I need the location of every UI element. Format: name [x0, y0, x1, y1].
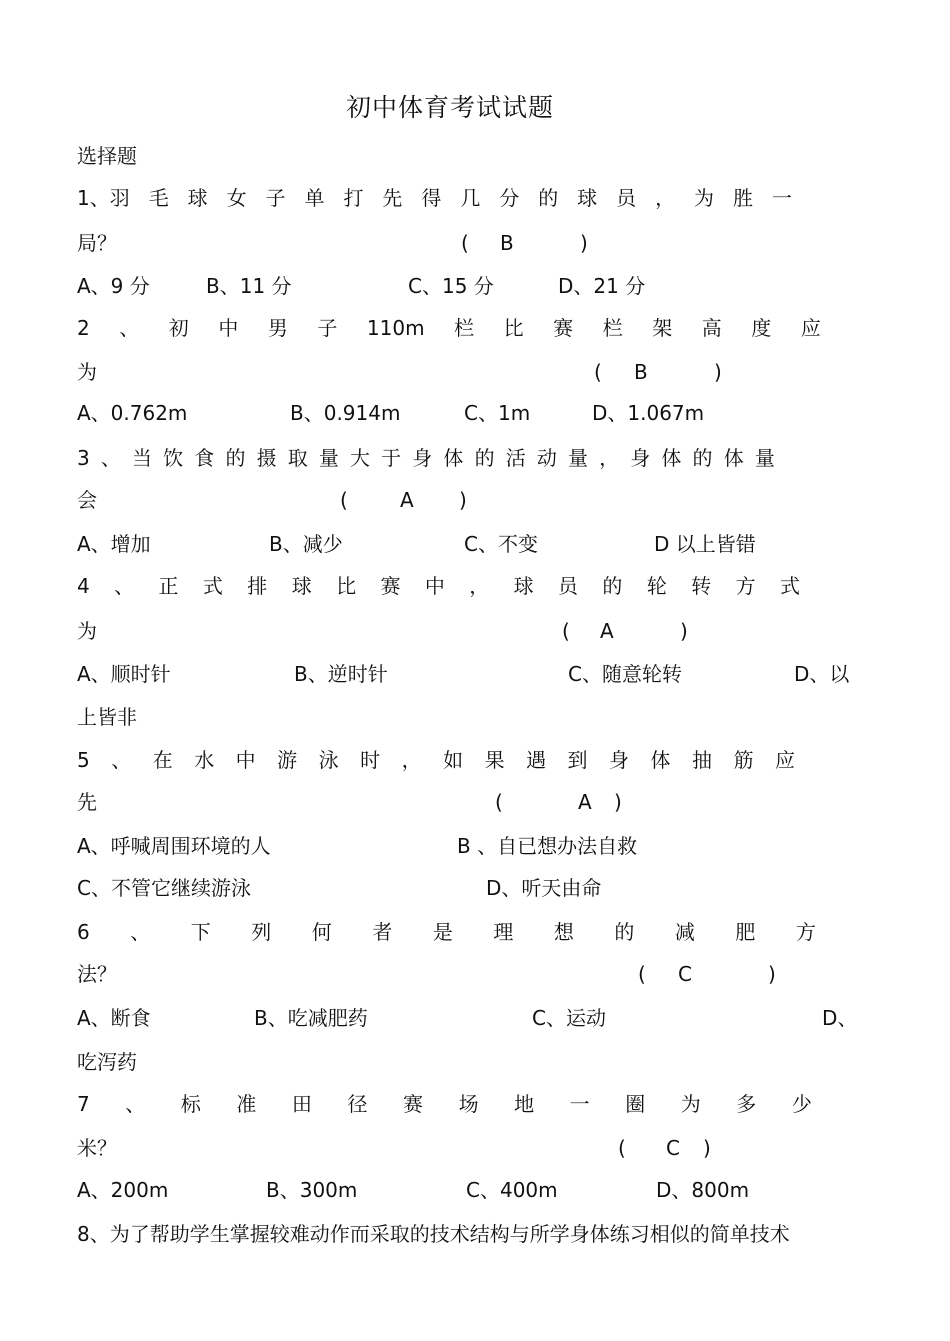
stem-char: 场 — [458, 1092, 479, 1116]
stem-char: 为 — [694, 186, 715, 210]
stem-char: 分 — [499, 186, 520, 210]
stem-char: 架 — [652, 316, 673, 340]
question-5-answer: A — [578, 790, 592, 814]
answer-open-paren: ( — [594, 360, 602, 384]
option-b: B、11 分 — [206, 274, 292, 298]
stem-char: 方 — [795, 920, 816, 944]
stem-char: 式 — [202, 574, 223, 598]
stem-char: 4 — [77, 574, 90, 598]
stem-char: 员 — [616, 186, 637, 210]
stem-char: 地 — [514, 1092, 535, 1116]
question-2-stem — [77, 316, 821, 340]
stem-char: 体 — [650, 748, 671, 772]
stem-char: 大 — [350, 446, 370, 470]
stem-char: ， — [655, 186, 676, 210]
stem-char: 动 — [536, 446, 557, 470]
stem-char: 单 — [304, 186, 325, 210]
answer-open-paren: ( — [562, 619, 570, 643]
stem-char: 中 — [235, 748, 256, 772]
stem-char: 体 — [723, 446, 744, 470]
question-7-stem — [77, 1092, 812, 1116]
question-3-stem — [77, 446, 775, 470]
stem-char: 子 — [317, 316, 338, 340]
option-a: A、增加 — [77, 532, 151, 556]
option-b: B、300m — [266, 1178, 358, 1202]
stem-char: 饮 — [163, 446, 184, 470]
option-d: D、21 分 — [558, 274, 646, 298]
stem-char: 的 — [614, 920, 635, 944]
question-6-stem — [77, 920, 816, 944]
stem-char: 应 — [774, 748, 795, 772]
stem-char: 110m — [366, 316, 425, 340]
stem-char: 下 — [190, 920, 211, 944]
option-a: A、顺时针 — [77, 662, 171, 686]
stem-char: 减 — [674, 920, 695, 944]
stem-char: 球 — [291, 574, 312, 598]
stem-char: 水 — [194, 748, 215, 772]
stem-char: 圈 — [625, 1092, 646, 1116]
stem-char: 打 — [343, 186, 364, 210]
stem-char: 中 — [424, 574, 445, 598]
stem-char: 赛 — [403, 1092, 424, 1116]
stem-char: 1、羽 — [77, 186, 130, 210]
option-b: B、吃减肥药 — [254, 1006, 368, 1030]
question-1-stem — [77, 186, 792, 210]
stem-char: 准 — [236, 1092, 257, 1116]
stem-char: 多 — [736, 1092, 757, 1116]
answer-close-paren: ) — [768, 962, 776, 986]
option-c: C、400m — [466, 1178, 558, 1202]
option-a: A、9 分 — [77, 274, 150, 298]
option-c: C、运动 — [532, 1006, 606, 1030]
stem-char: 身 — [609, 748, 630, 772]
option-b: B、逆时针 — [294, 662, 388, 686]
stem-char: 毛 — [148, 186, 169, 210]
question-5-stem-end: 先 — [77, 790, 97, 814]
option-a: A、呼喊周围环境的人 — [77, 834, 271, 858]
stem-char: 先 — [382, 186, 403, 210]
stem-char: 的 — [474, 446, 495, 470]
option-c: C、1m — [464, 401, 531, 425]
stem-char: 的 — [602, 574, 623, 598]
stem-char: 在 — [152, 748, 173, 772]
answer-close-paren: ) — [580, 231, 588, 255]
stem-char: 为 — [680, 1092, 701, 1116]
question-7-answer: C — [666, 1136, 680, 1160]
question-3-stem-end: 会 — [77, 488, 97, 512]
section-heading: 选择题 — [77, 144, 137, 168]
stem-char: 式 — [779, 574, 800, 598]
question-5-stem — [77, 748, 795, 772]
question-4-answer: A — [600, 619, 614, 643]
stem-char: 活 — [505, 446, 526, 470]
stem-char: ， — [469, 574, 490, 598]
stem-char: 身 — [630, 446, 651, 470]
question-4-stem — [77, 574, 800, 598]
stem-char: 度 — [751, 316, 772, 340]
answer-close-paren: ) — [459, 488, 467, 512]
stem-char: 比 — [503, 316, 524, 340]
stem-char: 果 — [484, 748, 505, 772]
stem-char: 量 — [318, 446, 339, 470]
stem-char: 肥 — [735, 920, 756, 944]
question-3-answer: A — [400, 488, 414, 512]
stem-char: 量 — [754, 446, 775, 470]
question-6-stem-end: 法？ — [77, 962, 117, 986]
stem-char: 2 — [77, 316, 90, 340]
option-b: B 、自已想办法自救 — [457, 834, 638, 858]
answer-open-paren: ( — [618, 1136, 626, 1160]
option-c: C、随意轮转 — [568, 662, 682, 686]
option-a: A、0.762m — [77, 401, 188, 425]
stem-char: 5 — [77, 748, 90, 772]
stem-char: 7 — [77, 1092, 90, 1116]
stem-char: ， — [599, 446, 620, 470]
answer-close-paren: ) — [614, 790, 622, 814]
stem-char: 6 — [77, 920, 90, 944]
stem-char: 男 — [267, 316, 288, 340]
option-b: B、减少 — [269, 532, 343, 556]
question-2-answer: B — [634, 360, 648, 384]
stem-char: 抽 — [692, 748, 712, 772]
answer-open-paren: ( — [461, 231, 469, 255]
stem-char: 、 — [100, 446, 121, 470]
stem-char: 体 — [661, 446, 682, 470]
stem-char: 球 — [577, 186, 598, 210]
stem-char: 转 — [691, 574, 712, 598]
question-6-answer: C — [678, 962, 692, 986]
stem-char: 如 — [443, 748, 464, 772]
option-d: D 以上皆错 — [654, 532, 756, 556]
stem-char: 几 — [460, 186, 481, 210]
stem-char: 想 — [553, 920, 574, 944]
question-1-stem-end: 局？ — [77, 231, 117, 255]
answer-close-paren: ) — [703, 1136, 711, 1160]
stem-char: ， — [401, 748, 422, 772]
option-d: D、800m — [656, 1178, 750, 1202]
stem-char: 栏 — [602, 316, 623, 340]
stem-char: 轮 — [646, 574, 667, 598]
stem-char: 得 — [421, 186, 442, 210]
stem-char: 筋 — [733, 748, 754, 772]
stem-char: 的 — [692, 446, 713, 470]
stem-char: 的 — [225, 446, 246, 470]
stem-char: 排 — [247, 574, 268, 598]
stem-char: 球 — [513, 574, 534, 598]
stem-char: 一 — [771, 186, 792, 210]
option-d: D、听天由命 — [486, 876, 602, 900]
option-d: D、 — [822, 1006, 858, 1030]
stem-char: 体 — [443, 446, 464, 470]
stem-char: 、 — [130, 920, 151, 944]
question-7-stem-end: 米？ — [77, 1136, 117, 1160]
question-2-stem-end: 为 — [77, 360, 97, 384]
answer-open-paren: ( — [495, 790, 503, 814]
option-d-continued: 上皆非 — [77, 705, 137, 729]
answer-close-paren: ) — [680, 619, 688, 643]
stem-char: 身 — [412, 446, 433, 470]
option-a: A、断食 — [77, 1006, 151, 1030]
question-4-stem-end: 为 — [77, 619, 97, 643]
stem-char: 的 — [538, 186, 559, 210]
option-c: C、15 分 — [408, 274, 494, 298]
stem-char: 少 — [791, 1092, 812, 1116]
option-a: A、200m — [77, 1178, 169, 1202]
stem-char: 是 — [432, 920, 453, 944]
stem-char: 时 — [360, 748, 381, 772]
stem-char: 量 — [567, 446, 588, 470]
stem-char: 食 — [194, 446, 215, 470]
stem-char: 应 — [800, 316, 821, 340]
stem-char: 者 — [372, 920, 393, 944]
stem-char: 遇 — [526, 748, 547, 772]
answer-open-paren: ( — [638, 962, 646, 986]
option-c: C、不管它继续游泳 — [77, 876, 251, 900]
stem-char: 正 — [158, 574, 179, 598]
stem-char: 取 — [287, 446, 308, 470]
stem-char: 标 — [180, 1092, 201, 1116]
stem-char: 、 — [125, 1092, 146, 1116]
answer-close-paren: ) — [714, 360, 722, 384]
stem-char: 理 — [493, 920, 514, 944]
stem-char: 、 — [114, 574, 135, 598]
stem-char: 3 — [77, 446, 90, 470]
stem-char: 赛 — [553, 316, 574, 340]
stem-char: 、 — [119, 316, 140, 340]
stem-char: 于 — [381, 446, 402, 470]
stem-char: 方 — [735, 574, 756, 598]
stem-char: 列 — [251, 920, 272, 944]
stem-char: 高 — [701, 316, 722, 340]
stem-char: 初 — [168, 316, 189, 340]
stem-char: 子 — [265, 186, 286, 210]
stem-char: 田 — [291, 1092, 312, 1116]
option-b: B、0.914m — [290, 401, 401, 425]
stem-char: 中 — [218, 316, 239, 340]
page-title: 初中体育考试试题 — [345, 93, 554, 122]
stem-char: 到 — [567, 748, 588, 772]
stem-char: 一 — [569, 1092, 590, 1116]
stem-char: 摄 — [256, 446, 277, 470]
stem-char: 游 — [277, 748, 298, 772]
stem-char: 当 — [132, 446, 153, 470]
stem-char: 女 — [226, 186, 247, 210]
stem-char: 何 — [311, 920, 332, 944]
stem-char: 胜 — [732, 186, 753, 210]
question-1-answer: B — [500, 231, 514, 255]
stem-char: 员 — [558, 574, 579, 598]
question-8-stem: 8、为了帮助学生掌握较难动作而采取的技术结构与所学身体练习相似的简单技术 — [77, 1222, 790, 1246]
stem-char: 泳 — [318, 748, 339, 772]
stem-char: 球 — [187, 186, 208, 210]
stem-char: 赛 — [380, 574, 401, 598]
stem-char: 栏 — [454, 316, 475, 340]
option-d-continued: 吃泻药 — [77, 1050, 137, 1074]
option-d: D、以 — [794, 662, 850, 686]
stem-char: 、 — [111, 748, 132, 772]
option-d: D、1.067m — [592, 401, 705, 425]
stem-char: 比 — [336, 574, 357, 598]
option-c: C、不变 — [464, 532, 538, 556]
answer-open-paren: ( — [340, 488, 348, 512]
stem-char: 径 — [347, 1092, 368, 1116]
